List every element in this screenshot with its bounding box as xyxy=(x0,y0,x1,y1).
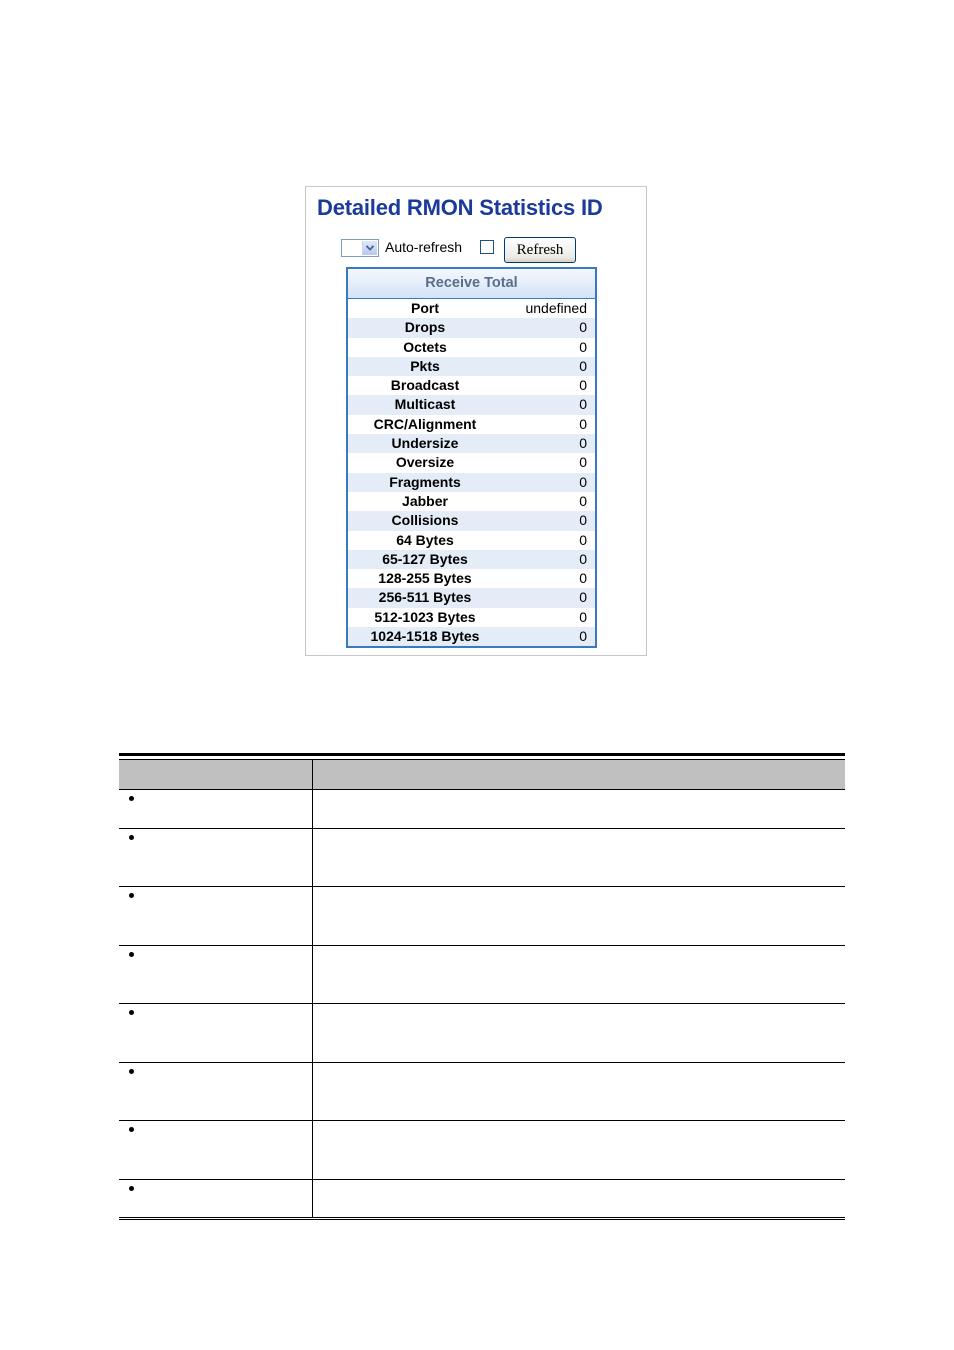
stat-value: 0 xyxy=(579,550,587,567)
rmon-statistics-panel xyxy=(305,186,647,656)
stat-label: Multicast xyxy=(394,396,456,413)
stat-row xyxy=(348,627,595,646)
stat-value: 0 xyxy=(579,473,587,490)
stat-row xyxy=(348,338,595,357)
stat-value: 0 xyxy=(579,338,587,355)
stat-row xyxy=(348,608,595,627)
description-table xyxy=(119,753,845,1220)
stat-label: 1024-1518 Bytes xyxy=(370,628,480,645)
stat-row xyxy=(348,473,595,492)
bullet-icon xyxy=(129,835,134,840)
stat-label: Collisions xyxy=(391,512,459,529)
stat-row xyxy=(348,299,595,318)
bullet-icon xyxy=(129,1186,134,1191)
dropdown-button[interactable] xyxy=(362,241,377,255)
auto-refresh-checkbox[interactable] xyxy=(480,240,494,254)
stat-label: 64 Bytes xyxy=(396,531,454,548)
stat-row xyxy=(348,318,595,337)
chevron-down-icon xyxy=(366,245,374,251)
stat-label: Pkts xyxy=(410,357,440,374)
stat-value: 0 xyxy=(579,570,587,587)
stat-label: Octets xyxy=(403,338,447,355)
refresh-button[interactable]: Refresh xyxy=(504,237,576,263)
stat-row xyxy=(348,511,595,530)
stat-value: 0 xyxy=(579,628,587,645)
stat-value: undefined xyxy=(525,300,587,316)
stat-row xyxy=(348,492,595,511)
bullet-icon xyxy=(129,1069,134,1074)
bullet-icon xyxy=(129,796,134,801)
table-row xyxy=(119,790,845,829)
stats-rows xyxy=(348,299,595,646)
stat-label: 65-127 Bytes xyxy=(382,550,468,567)
table-row xyxy=(119,887,845,946)
stat-value: 0 xyxy=(579,319,587,336)
stat-label: 512-1023 Bytes xyxy=(374,608,476,625)
stat-row xyxy=(348,531,595,550)
stat-value: 0 xyxy=(579,512,587,529)
stat-value: 0 xyxy=(579,608,587,625)
stat-label: 128-255 Bytes xyxy=(378,570,472,587)
description-table-header xyxy=(119,759,845,790)
bullet-icon xyxy=(129,952,134,957)
auto-refresh-label: Auto-refresh xyxy=(385,239,463,255)
stat-label: 256-511 Bytes xyxy=(378,589,472,606)
stat-row xyxy=(348,395,595,414)
stat-row xyxy=(348,357,595,376)
stat-value: 0 xyxy=(579,492,587,509)
table-row xyxy=(119,1180,845,1218)
page-title: Detailed RMON Statistics ID xyxy=(317,195,603,220)
stat-row xyxy=(348,569,595,588)
stat-label: Port xyxy=(411,300,439,316)
stat-row xyxy=(348,453,595,472)
table-row xyxy=(119,946,845,1004)
stat-value: 0 xyxy=(579,435,587,452)
port-select[interactable] xyxy=(341,239,379,257)
table-row xyxy=(119,1004,845,1063)
stat-value: 0 xyxy=(579,357,587,374)
stat-row xyxy=(348,376,595,395)
stat-row xyxy=(348,588,595,607)
bullet-icon xyxy=(129,893,134,898)
table-row xyxy=(119,1121,845,1180)
stat-label: Oversize xyxy=(395,454,455,471)
stat-label: Drops xyxy=(404,319,446,336)
stat-row xyxy=(348,550,595,569)
stat-label: Undersize xyxy=(391,435,459,452)
stat-label: CRC/Alignment xyxy=(373,415,477,432)
toolbar xyxy=(341,237,641,263)
receive-total-table xyxy=(346,267,597,648)
stat-value: 0 xyxy=(579,396,587,413)
stat-label: Fragments xyxy=(389,473,461,490)
stat-row xyxy=(348,415,595,434)
stat-label: Broadcast xyxy=(390,377,460,394)
stat-value: 0 xyxy=(579,531,587,548)
table-row xyxy=(119,1063,845,1121)
table-row xyxy=(119,829,845,887)
stat-value: 0 xyxy=(579,589,587,606)
stat-value: 0 xyxy=(579,377,587,394)
bullet-icon xyxy=(129,1127,134,1132)
stat-value: 0 xyxy=(579,415,587,432)
stat-value: 0 xyxy=(579,454,587,471)
bullet-icon xyxy=(129,1010,134,1015)
stat-row xyxy=(348,434,595,453)
stat-label: Jabber xyxy=(402,492,448,509)
receive-total-header: Receive Total xyxy=(348,269,595,299)
